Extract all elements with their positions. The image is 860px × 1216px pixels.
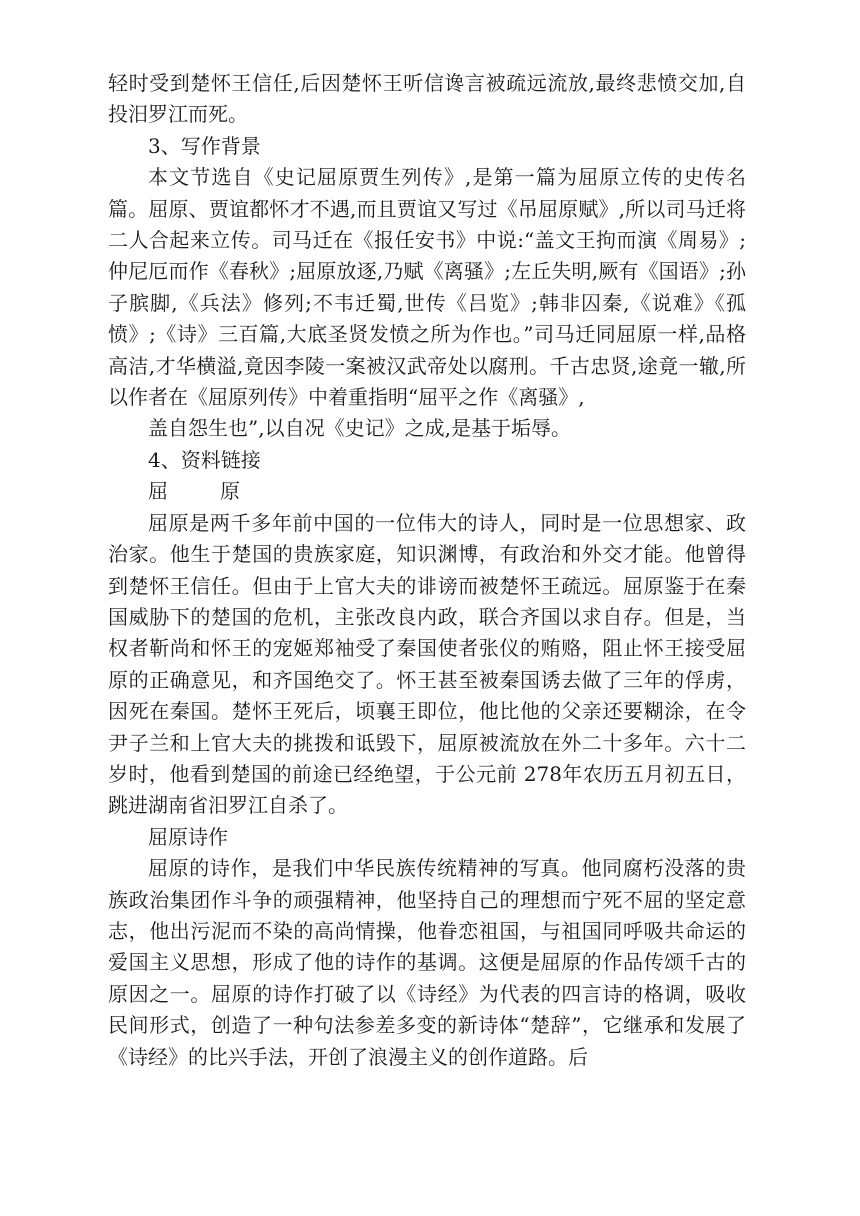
subheading-qu-yuan-char-1: 屈 [148, 479, 168, 504]
subheading-qu-yuan-char-2: 原 [220, 479, 240, 504]
subheading-qu-yuan-poems: 屈原诗作 [148, 824, 228, 849]
section-heading-writing-background: 3、写作背景 [148, 133, 261, 158]
paragraph-qu-yuan-bio: 屈原是两千多年前中国的一位伟大的诗人，同时是一位思想家、政治家。他生于楚国的贵族家庭，知识渊博，有政治和外交才能。他曾得到楚怀王信任。但由于上官大夫的诽谤而被楚怀王疏远。屈原鉴于在秦国威胁下的楚国的危机，主张改良内政，联合齐国以求自存。但是，当权者靳尚和怀王的宠姬郑袖受了秦国使者张仪的贿赂，阻止怀王接受屈原的正确意见，和齐国绝交了。怀王甚至被秦国诱去做了三年的俘虏，因死在秦国。楚怀王死后，顷襄王即位，他比他的父亲还要糊涂，在令尹子兰和上官大夫的挑拨和诋毁下，屈原被流放在外二十多年。六十二岁时，他看到楚国的前途已经绝望，于公元前 278年农历五月初五日，跳进湖南省汨罗江自杀了。 [108, 510, 746, 818]
paragraph-intro-continued: 轻时受到楚怀王信任,后因楚怀王听信谗言被疏远流放,最终悲愤交加,自投汨罗江而死。 [108, 71, 746, 127]
paragraph-writing-background: 本文节选自《史记屈原贾生列传》,是第一篇为屈原立传的史传名篇。屈原、贾谊都怀才不遇,而且贾谊又写过《吊屈原赋》,所以司马迁将二人合起来立传。司马迁在《报任安书》中说:“盖文王拘而演《周易》;仲尼厄而作《春秋》;屈原放逐,乃赋《离骚》;左丘失明,厥有《国语》;孙子膑脚,《兵法》修列;不韦迁蜀,世传《吕览》;韩非囚秦,《说难》《孤愤》;《诗》三百篇,大底圣贤发愤之所为作也。”司马迁同屈原一样,品格高洁,才华横溢,竟因李陵一案被汉武帝处以腐刑。千古忠贤,途竟一辙,所以作者在《屈原列传》中着重指明“屈平之作《离骚》, [108, 165, 746, 410]
section-heading-reference-links: 4、资料链接 [148, 447, 261, 472]
document-body [108, 68, 746, 1073]
paragraph-qu-yuan-poems: 屈原的诗作，是我们中华民族传统精神的写真。他同腐朽没落的贵族政治集团作斗争的顽强精神，他坚持自己的理想而宁死不屈的坚定意志，他出污泥而不染的高尚情操，他眷恋祖国，与祖国同呼吸共命运的爱国主义思想，形成了他的诗作的基调。这便是屈原的作品传颂千古的原因之一。屈原的诗作打破了以《诗经》为代表的四言诗的格调，吸收民间形式，创造了一种句法参差多变的新诗体“楚辞”，它继承和发展了《诗经》的比兴手法，开创了浪漫主义的创作道路。后 [108, 856, 746, 1069]
paragraph-writing-background-end: 盖自怨生也”,以自况《史记》之成,是基于垢辱。 [148, 416, 571, 441]
subheading-qu-yuan [108, 476, 746, 507]
